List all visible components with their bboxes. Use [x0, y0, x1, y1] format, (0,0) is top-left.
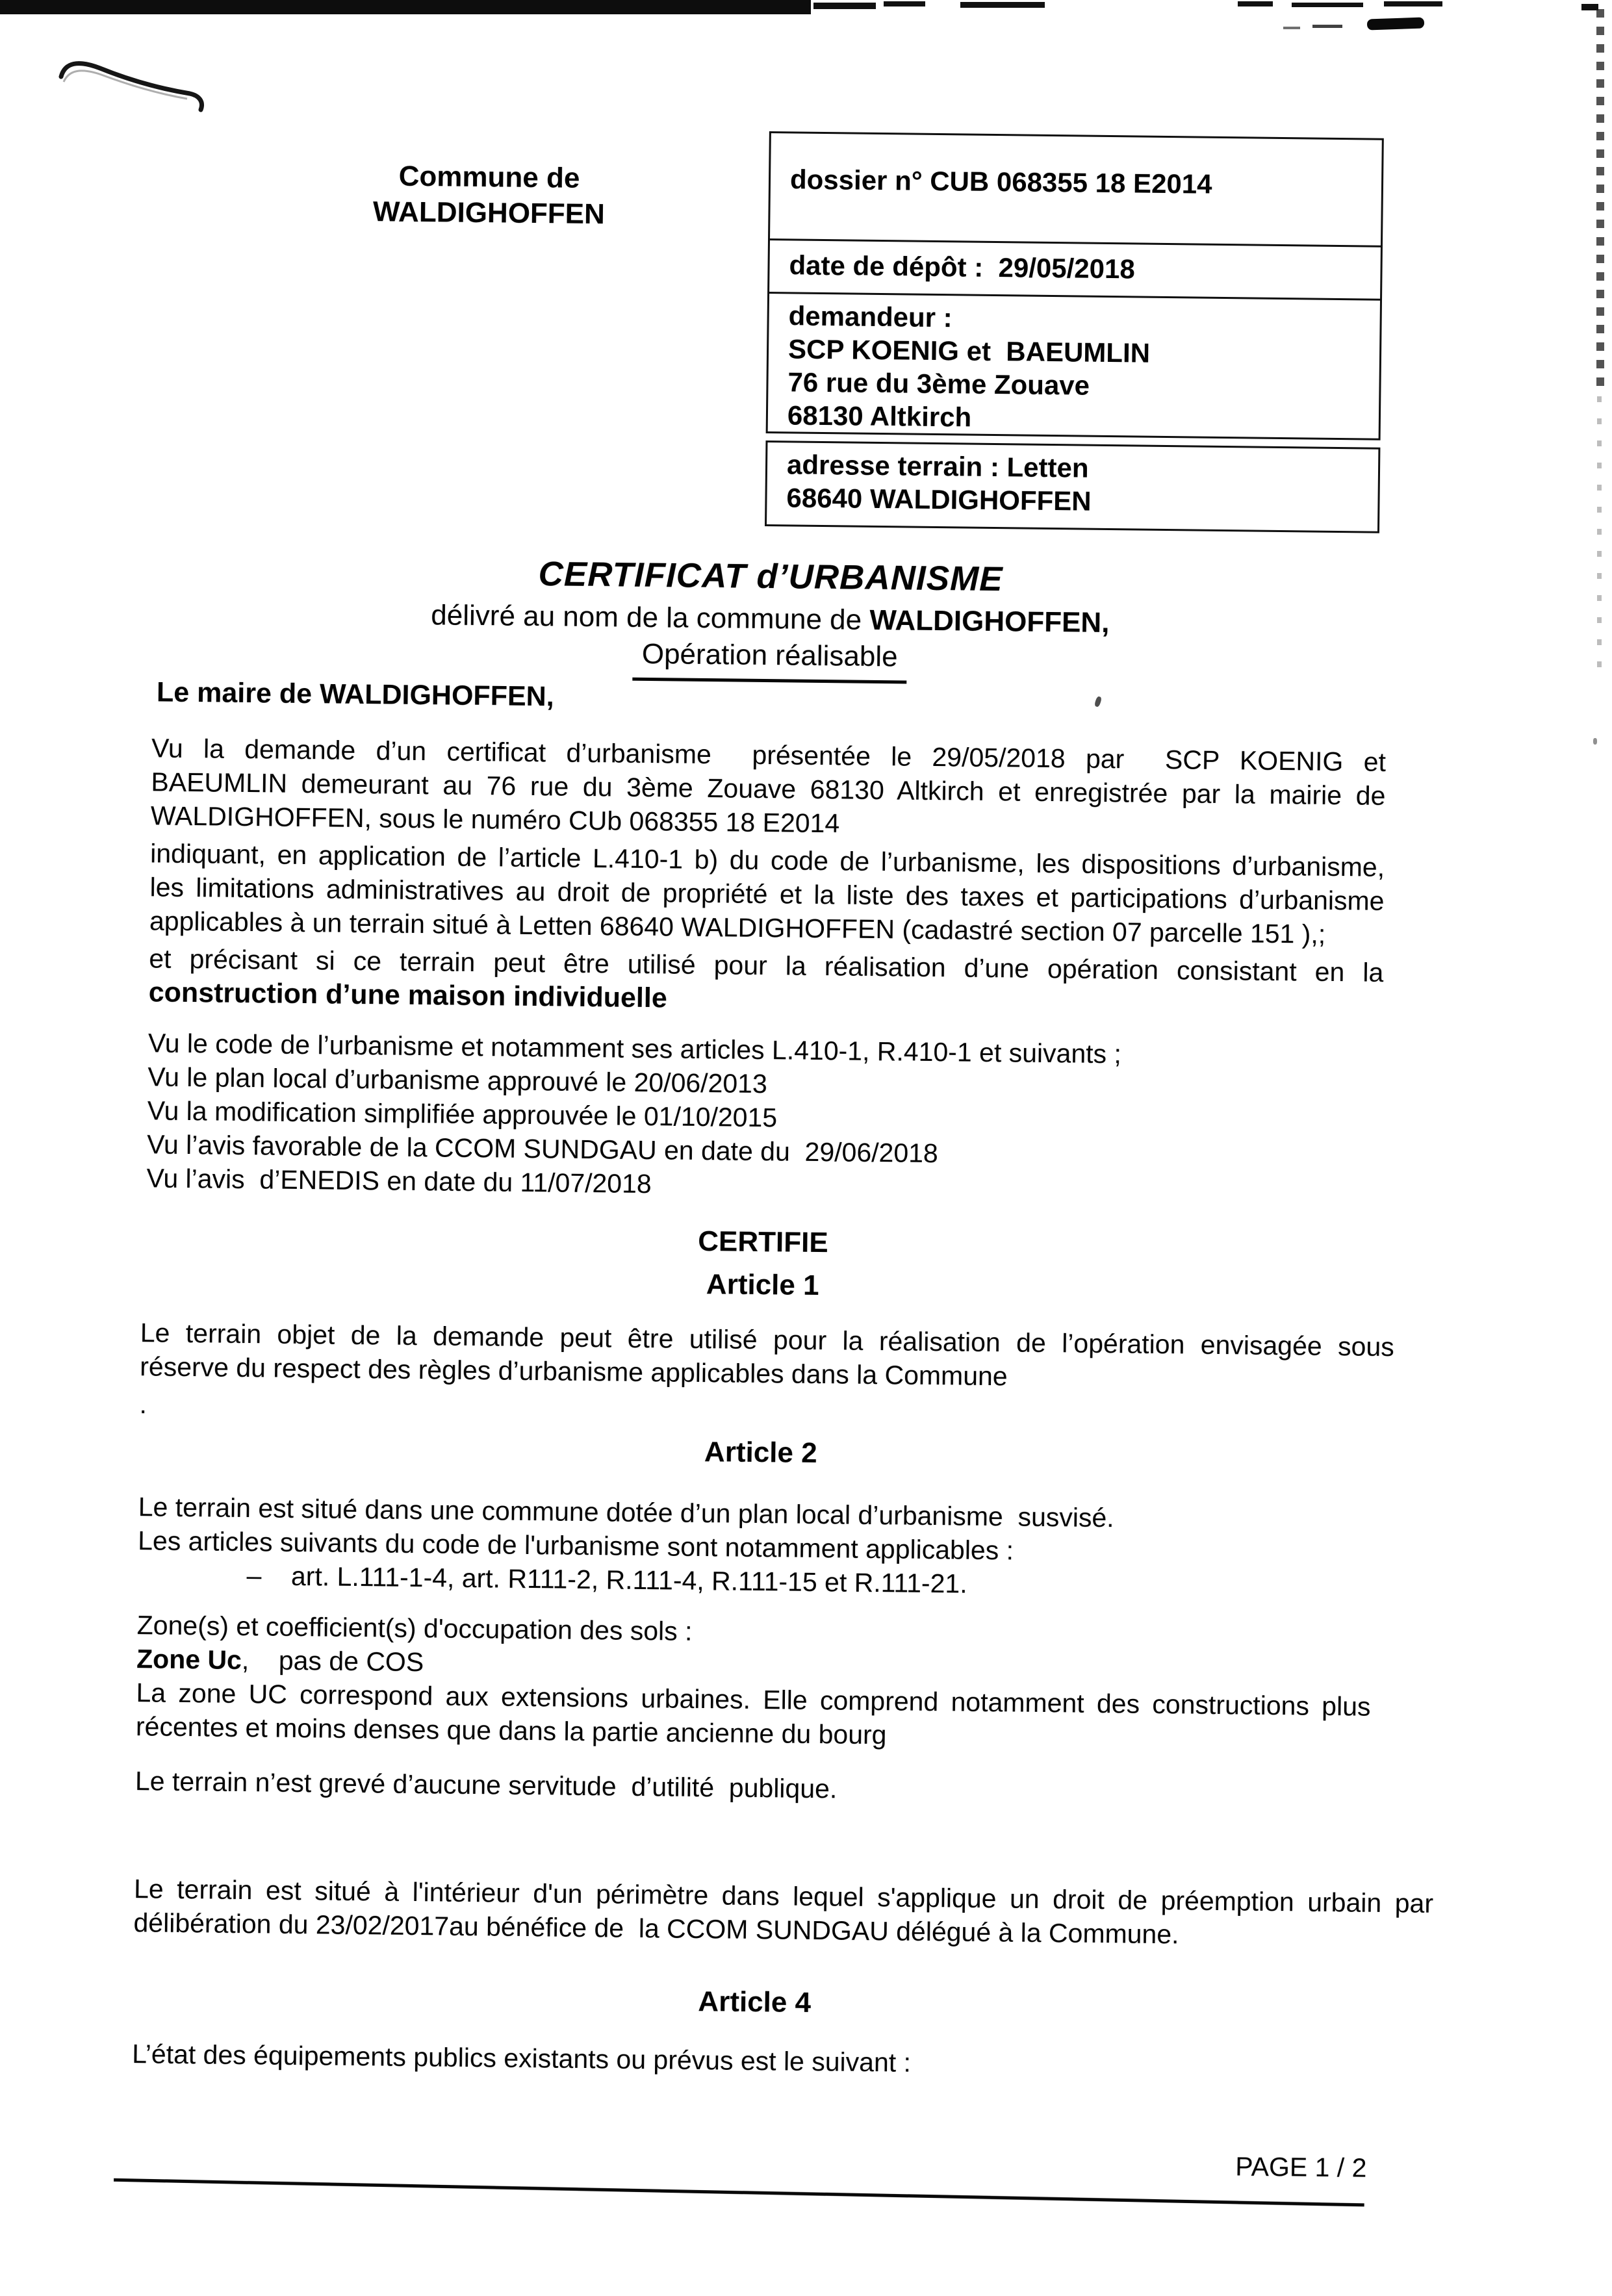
certificate-title: CERTIFICAT d’URBANISME — [538, 555, 1003, 599]
recital-line: les limitations administratives au droit de propriété et la liste des taxes et participations d’urbanisme — [149, 872, 1385, 916]
article-2-code-articles: – art. L.111-1-4, art. R111-2, R.111-4, R.111-15 et R.111-21. — [246, 1561, 967, 1599]
certifie-heading: CERTIFIE — [697, 1225, 828, 1259]
article-4-body: L’état des équipements publics existants ou prévus est le suivant : — [132, 2039, 912, 2078]
scanner-edge-dash — [1238, 1, 1273, 6]
article-1-line: réserve du respect des règles d’urbanisme applicables dans la Commune — [140, 1351, 1008, 1392]
scanner-edge-dash — [1292, 3, 1363, 7]
vu-list — [146, 1026, 1415, 1209]
article-2-heading: Article 2 — [704, 1436, 817, 1469]
case-info-box — [766, 131, 1384, 440]
recital-line: indiquant, en application de l’article L.410-1 b) du code de l’urbanisme, les dispositions d’urbanisme, — [149, 838, 1385, 882]
salutation: Le maire de WALDIGHOFFEN, — [156, 676, 554, 713]
scanner-edge-dash — [1384, 1, 1442, 6]
dossier-number: dossier n° CUB 068355 18 E2014 — [789, 164, 1212, 199]
zone-description-line: La zone UC correspond aux extensions urbaines. Elle comprend notamment des constructions plus — [136, 1677, 1371, 1722]
demandeur-street: 76 rue du 3ème Zouave — [787, 366, 1090, 401]
dossier-cell — [770, 133, 1382, 248]
date-depot: date de dépôt : 29/05/2018 — [789, 249, 1136, 285]
demandeur-city: 68130 Altkirch — [787, 400, 972, 433]
recital-line: applicables à un terrain situé à Letten 68640 WALDIGHOFFEN (cadastré section 07 parcelle 151 ),; — [149, 906, 1326, 949]
recital-line: WALDIGHOFFEN, sous le numéro CUb 068355 18 E2014 — [150, 800, 840, 839]
zone-section — [136, 1608, 1372, 1757]
operation-status: Opération réalisable — [632, 637, 907, 684]
recital-operation-bold: construction d’une maison individuelle — [148, 976, 668, 1014]
recital-line: et précisant si ce terrain peut être utilisé pour la réalisation d’une opération consistant en la — [149, 943, 1384, 988]
terrain-address-line2: 68640 WALDIGHOFFEN — [786, 482, 1092, 517]
vu-item: Vu le plan local d’urbanisme approuvé le 20/06/2013 — [147, 1062, 768, 1099]
recital-line: Vu la demande d’un certificat d’urbanisme présentée le 29/05/2018 par SCP KOENIG et — [151, 733, 1387, 777]
date-depot-cell — [769, 240, 1381, 301]
terrain-address-box — [765, 440, 1380, 533]
zone-name: Zone Uc — [136, 1644, 242, 1675]
recitals — [149, 731, 1387, 1023]
vu-item: Vu la modification simplifiée approuvée le 01/10/2015 — [147, 1095, 778, 1133]
terrain-address-line1: adresse terrain : Letten — [786, 449, 1089, 483]
vu-item: Vu le code de l’urbanisme et notamment ses articles L.410-1, R.410-1 et suivants ; — [147, 1028, 1122, 1069]
article-1-heading: Article 1 — [706, 1268, 819, 1302]
preemption-paragraph — [133, 1872, 1433, 1954]
zone-intro: Zone(s) et coefficient(s) d'occupation des sols : — [136, 1610, 693, 1646]
terrain-address-cell — [767, 442, 1378, 531]
demandeur-label: demandeur : — [788, 300, 953, 333]
article-1-body — [140, 1316, 1394, 1397]
demandeur-name: SCP KOENIG et BAEUMLIN — [787, 333, 1151, 368]
article-2-line: Les articles suivants du code de l'urbanisme sont notamment applicables : — [137, 1525, 1014, 1566]
commune-header — [352, 158, 626, 233]
recital-line: BAEUMLIN demeurant au 76 rue du 3ème Zouave 68130 Altkirch et enregistrée par la mairie de — [151, 767, 1386, 811]
vu-item: Vu l’avis favorable de la CCOM SUNDGAU en date du 29/06/2018 — [146, 1129, 939, 1169]
commune-label: Commune de — [398, 160, 580, 194]
preemption-line: délibération du 23/02/2017au bénéfice de la CCOM SUNDGAU délégué à la Commune. — [133, 1907, 1179, 1950]
page-number: PAGE 1 / 2 — [1235, 2151, 1367, 2183]
scanner-edge-dash — [960, 2, 1045, 8]
commune-name: WALDIGHOFFEN — [372, 196, 606, 231]
zone-cos: , pas de COS — [241, 1644, 424, 1677]
article-2-body — [137, 1490, 1412, 1605]
scanner-edge-dash — [884, 1, 925, 6]
subtitle-commune: WALDIGHOFFEN, — [869, 604, 1110, 639]
demandeur-cell — [768, 294, 1380, 439]
article-2-line: Le terrain est situé dans une commune dotée d’un plan local d’urbanisme susvisé. — [138, 1492, 1114, 1533]
vu-item: Vu l’avis d’ENEDIS en date du 11/07/2018 — [146, 1163, 652, 1199]
article-1-line: Le terrain objet de la demande peut être utilisé pour la réalisation de l’opération envisagée sous — [140, 1318, 1394, 1362]
zone-description-line: récentes et moins denses que dans la partie ancienne du bourg — [135, 1711, 887, 1750]
article-4-heading: Article 4 — [698, 1985, 812, 2019]
preemption-line: Le terrain est situé à l'intérieur d'un périmètre dans lequel s'applique un droit de préemption urbain par — [133, 1874, 1434, 1919]
stray-period: . — [139, 1389, 147, 1420]
servitude-line: Le terrain n’est grevé d’aucune servitude d’utilité publique. — [134, 1766, 838, 1804]
subtitle-prefix: délivré au nom de la commune de — [431, 599, 870, 636]
